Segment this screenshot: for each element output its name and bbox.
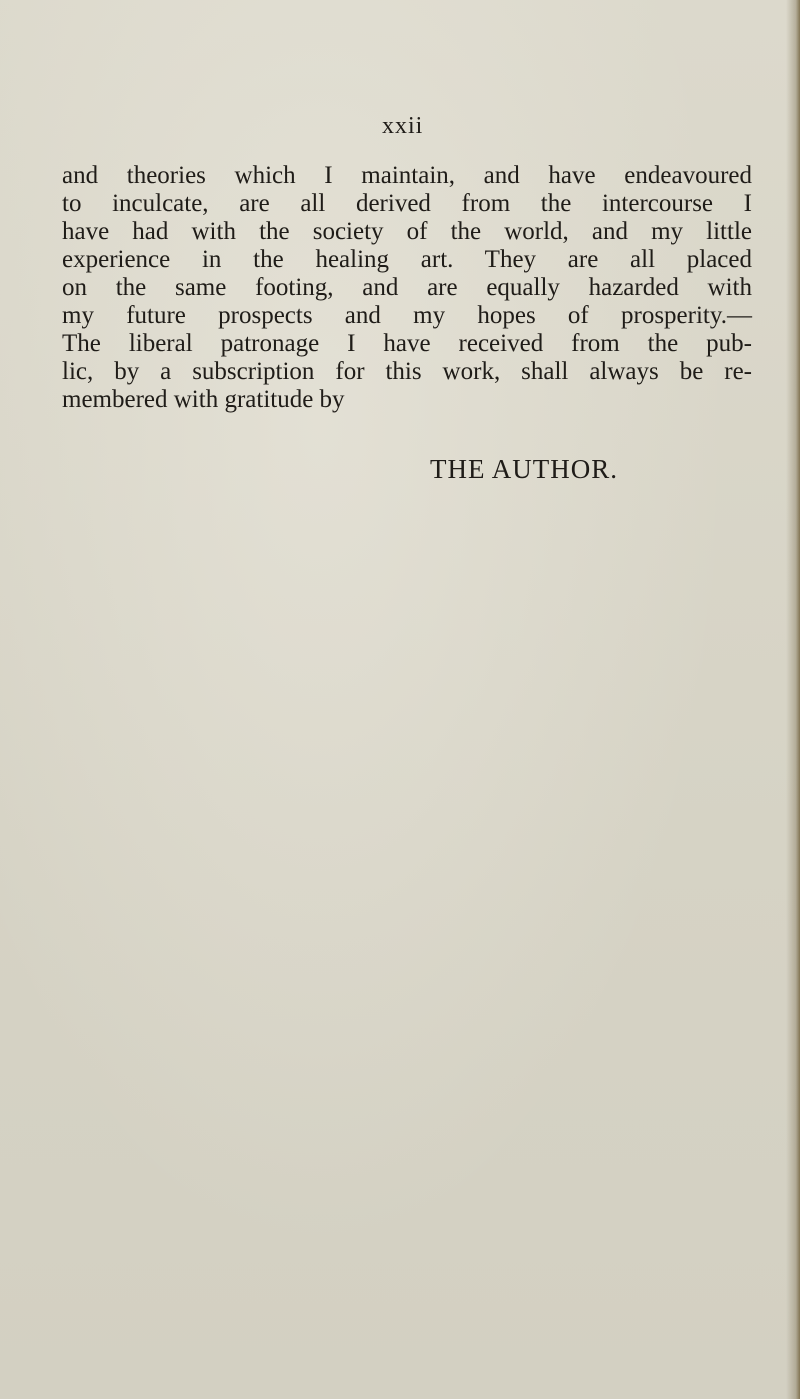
body-line: lic, by a subscription for this work, shall always be re-: [62, 358, 752, 385]
body-line: my future prospects and my hopes of prosperity.—: [62, 302, 752, 329]
body-line: membered with gratitude by: [62, 386, 345, 413]
body-line: on the same footing, and are equally hazarded with: [62, 274, 752, 301]
body-line: The liberal patronage I have received from the pub-: [62, 330, 752, 357]
body-line: to inculcate, are all derived from the intercourse I: [62, 190, 752, 217]
body-line: have had with the society of the world, and my little: [62, 218, 752, 245]
body-line: and theories which I maintain, and have endeavoured: [62, 162, 752, 189]
body-paragraph: [62, 162, 752, 414]
page-edge-shadow: [786, 0, 800, 1399]
body-line: experience in the healing art. They are all placed: [62, 246, 752, 273]
author-signature: THE AUTHOR.: [430, 454, 618, 484]
page-number: xxii: [382, 113, 424, 139]
